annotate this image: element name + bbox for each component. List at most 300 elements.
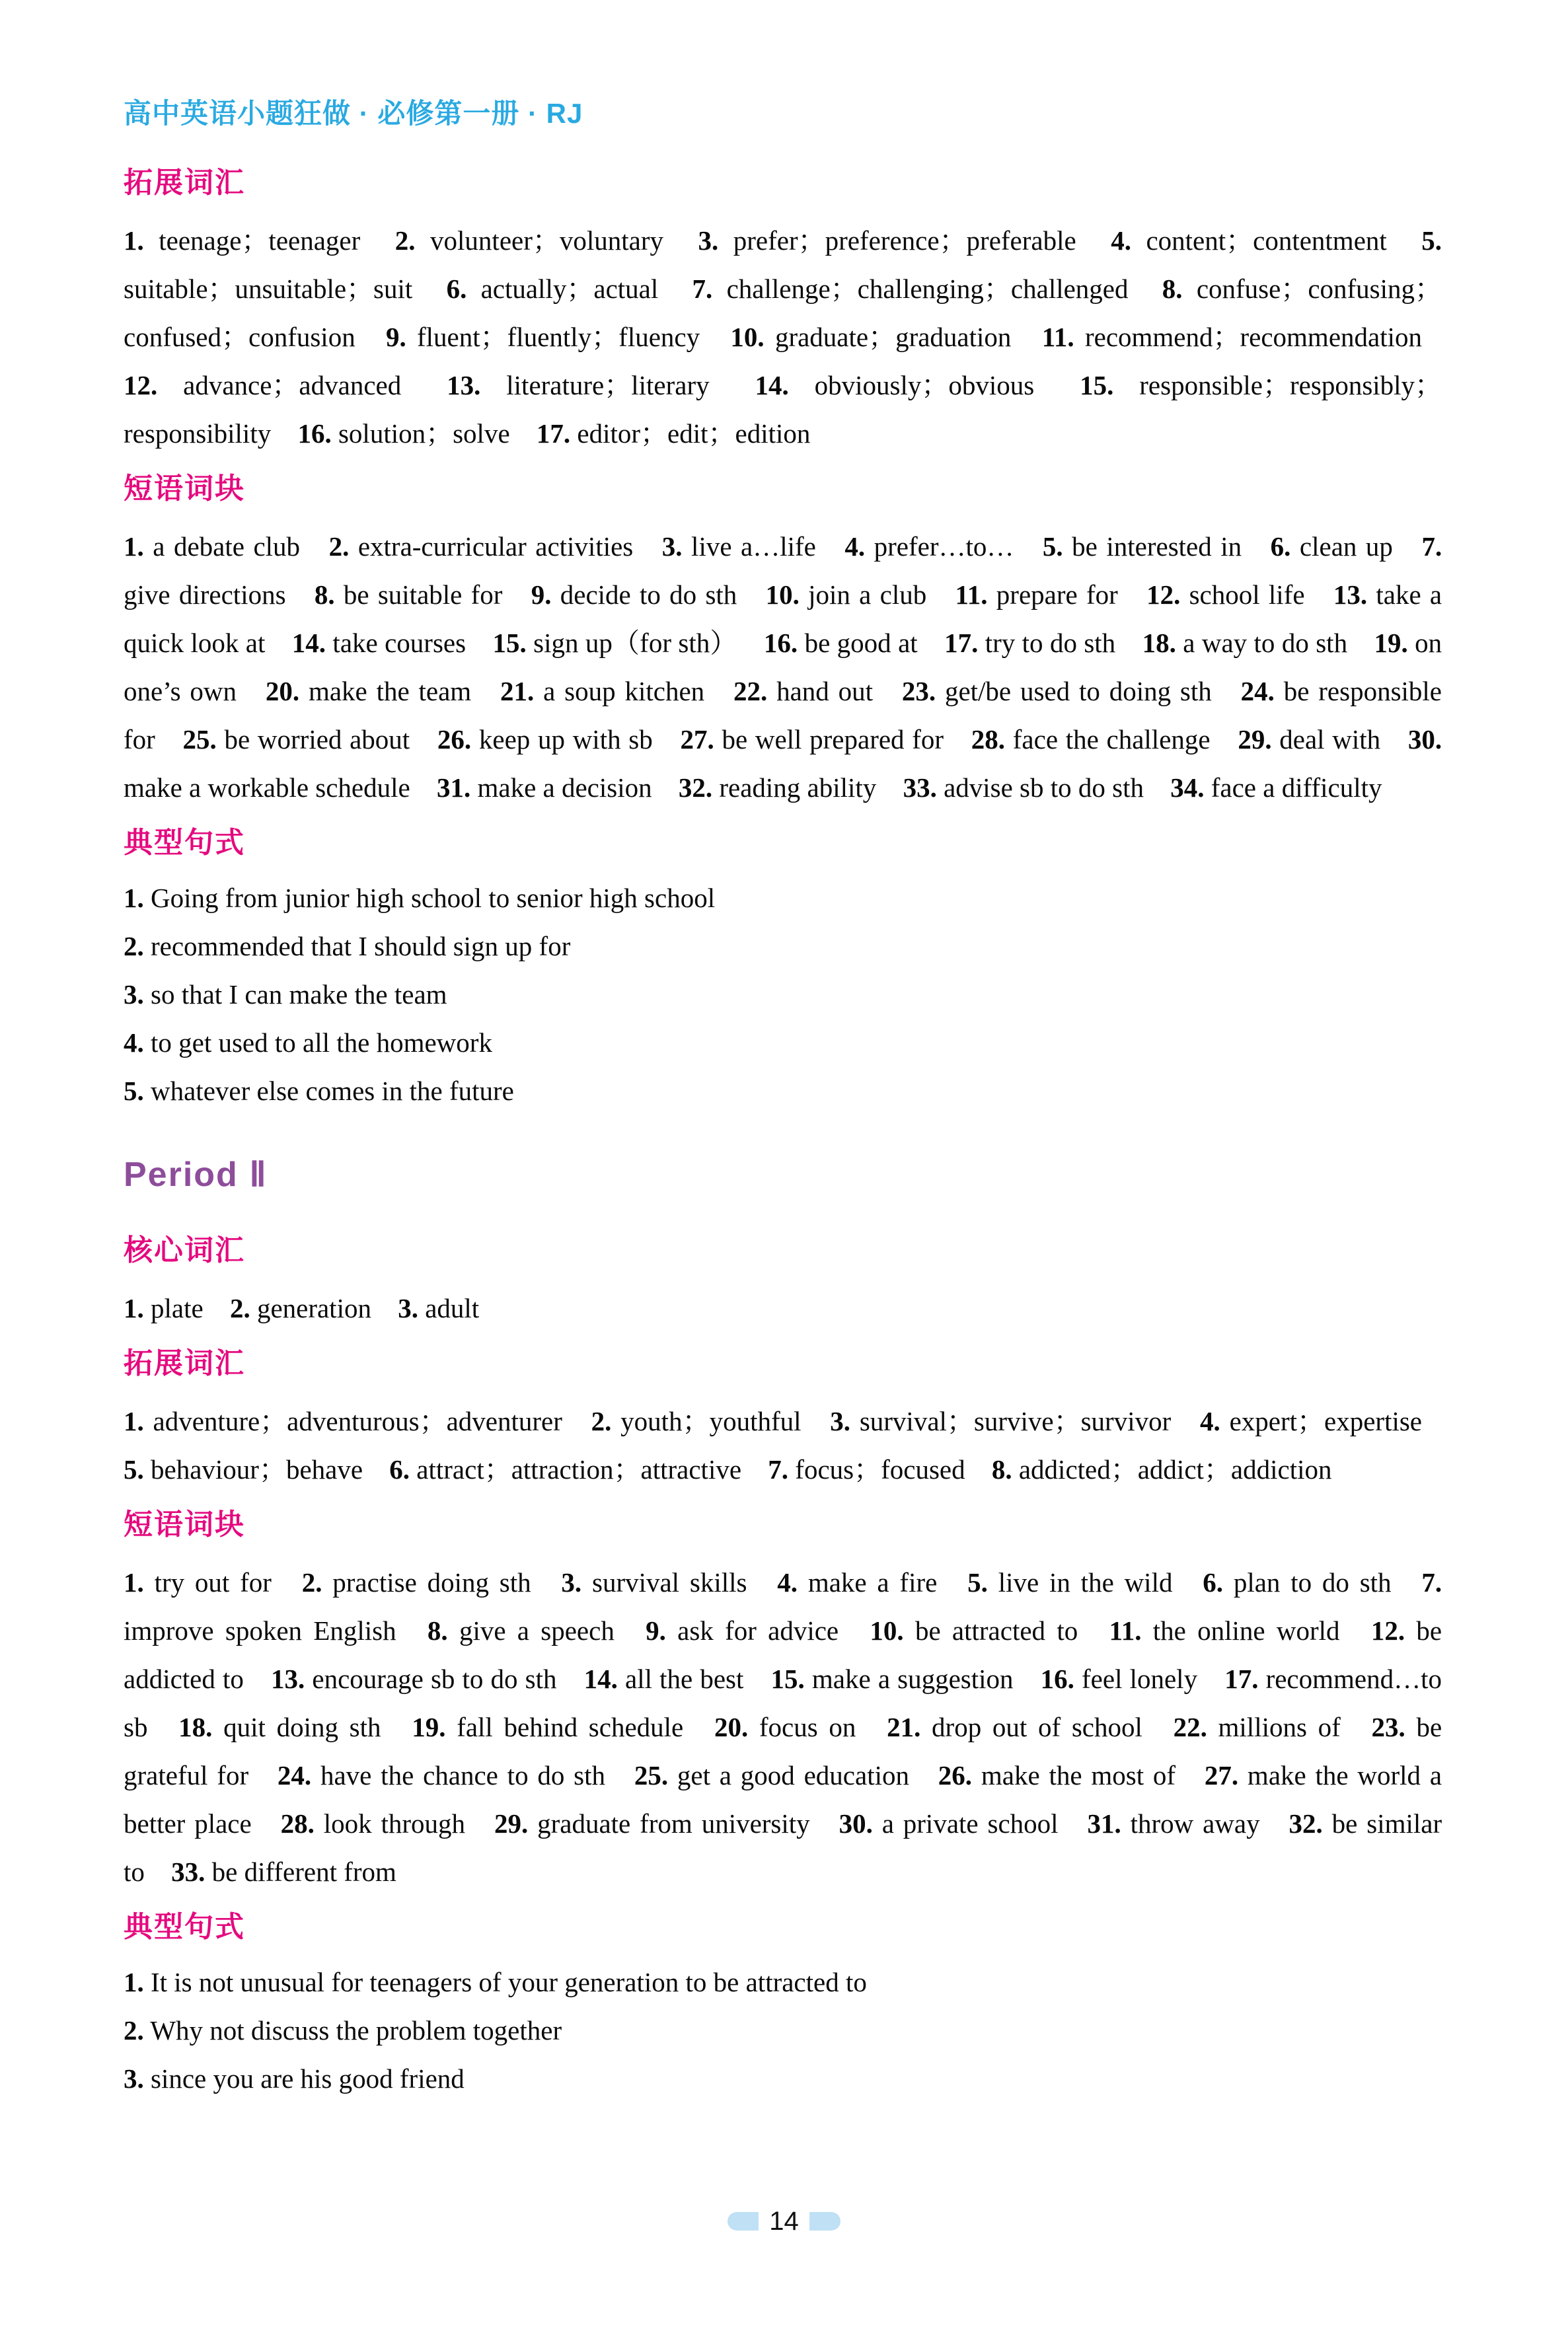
item-text: fluent；fluently；fluency — [417, 322, 700, 352]
item-number: 1. — [124, 531, 144, 562]
phrase-list-1 — [124, 523, 1442, 812]
item-text: since you are his good friend — [151, 2063, 465, 2094]
phrase-item — [870, 1615, 1078, 1646]
phrase-item — [124, 1567, 272, 1598]
item-text: editor；edit；edition — [577, 418, 811, 449]
item-text: be addicted to — [124, 1615, 1442, 1694]
phrase-item — [437, 724, 653, 755]
item-text: adventure；adventurous；adventurer — [153, 1406, 562, 1436]
item-number: 2. — [301, 1567, 322, 1598]
item-text: a way to do sth — [1183, 628, 1348, 658]
phrase-item — [531, 579, 737, 610]
item-number: 2. — [328, 531, 350, 562]
item-text: adult — [425, 1293, 480, 1323]
item-number: 8. — [1162, 274, 1183, 304]
item-number: 2. — [124, 931, 144, 961]
phrase-item — [266, 676, 471, 706]
item-text: be attracted to — [915, 1615, 1078, 1646]
vocab-item — [1111, 225, 1387, 256]
item-text: give directions — [124, 579, 286, 610]
item-text: face the challenge — [1012, 724, 1211, 755]
phrase-item — [271, 1664, 557, 1694]
item-text: survival；survive；survivor — [859, 1406, 1172, 1436]
page-number: 14 — [769, 2207, 799, 2236]
item-number: 29. — [1238, 724, 1272, 755]
item-number: 12. — [124, 370, 158, 400]
item-text: recommend…to sb — [124, 1664, 1442, 1742]
item-text: make a suggestion — [811, 1664, 1014, 1694]
item-text: solution；solve — [338, 418, 510, 449]
item-text: advise sb to do sth — [944, 772, 1144, 803]
item-number: 23. — [1371, 1712, 1405, 1742]
item-number: 14. — [583, 1664, 618, 1694]
item-number: 6. — [446, 274, 467, 304]
item-number: 3. — [124, 2063, 144, 2094]
item-number: 23. — [901, 676, 936, 706]
item-text: advance；advanced — [183, 370, 402, 400]
phrase-item — [1043, 531, 1242, 562]
sentence-item — [124, 2055, 1442, 2103]
item-number: 12. — [1370, 1615, 1405, 1646]
item-text: clean up — [1299, 531, 1393, 562]
item-number: 30. — [839, 1808, 873, 1839]
phrase-item — [903, 772, 1144, 803]
item-number: 4. — [124, 1027, 144, 1058]
item-text: be well prepared for — [722, 724, 944, 755]
phrase-item — [766, 579, 927, 610]
phrase-item — [281, 1808, 465, 1839]
item-text: actually；actual — [480, 274, 659, 304]
item-number: 5. — [967, 1567, 988, 1598]
phrase-item — [971, 724, 1211, 755]
item-text: make the world a better place — [124, 1760, 1442, 1839]
phrase-item — [302, 1567, 531, 1598]
item-text: It is not unusual for teenagers of your generation to be attracted to — [151, 1967, 867, 1997]
item-number: 7. — [768, 1454, 789, 1485]
item-number: 13. — [1333, 579, 1368, 610]
vocab-item — [398, 1293, 479, 1323]
item-number: 17. — [536, 418, 571, 449]
phrase-item — [714, 1712, 856, 1742]
phrase-item — [967, 1567, 1172, 1598]
core-vocab-list — [124, 1284, 1442, 1333]
item-number: 16. — [1040, 1664, 1074, 1694]
item-number: 13. — [447, 370, 481, 400]
item-text: try out for — [154, 1567, 272, 1598]
item-text: hand out — [776, 676, 874, 706]
item-text: obviously；obvious — [814, 370, 1035, 400]
item-text: a soup kitchen — [543, 676, 705, 706]
vocab-item — [447, 274, 659, 304]
vocab-item — [698, 225, 1076, 256]
item-number: 22. — [1173, 1712, 1207, 1742]
item-text: focus；focused — [795, 1454, 965, 1485]
section-heading-expand-vocab-1: 拓展词汇 — [124, 166, 245, 199]
item-number: 15. — [770, 1664, 805, 1694]
item-number: 5. — [124, 1454, 144, 1485]
item-text: behaviour；behave — [151, 1454, 363, 1485]
item-number: 3. — [830, 1406, 851, 1436]
vocab-item — [389, 1454, 741, 1485]
item-text: literature；literary — [506, 370, 710, 400]
item-text: whatever else comes in the future — [151, 1076, 514, 1106]
item-number: 24. — [277, 1760, 312, 1790]
item-number: 7. — [1421, 531, 1442, 562]
section-heading-core-vocab: 核心词汇 — [124, 1234, 245, 1267]
vocab-item — [992, 1454, 1332, 1485]
phrase-item — [494, 1808, 810, 1839]
footer-left-pill-decoration — [728, 2212, 759, 2231]
section-heading-expand-vocab-2: 拓展词汇 — [124, 1347, 245, 1380]
item-number: 5. — [1042, 531, 1063, 562]
item-text: fall behind schedule — [457, 1712, 684, 1742]
item-text: survival skills — [591, 1567, 747, 1598]
phrase-item — [887, 1712, 1142, 1742]
item-number: 18. — [1142, 628, 1176, 658]
vocab-item — [124, 1293, 204, 1323]
phrase-item — [1142, 628, 1347, 658]
expand-vocab-list-2 — [124, 1397, 1442, 1494]
item-number: 22. — [733, 676, 768, 706]
phrase-item — [839, 1808, 1059, 1839]
phrase-item — [1174, 1712, 1341, 1742]
vocab-item — [447, 370, 709, 400]
vocab-item — [230, 1293, 371, 1323]
item-text: be good at — [804, 628, 918, 658]
item-number: 16. — [763, 628, 798, 658]
phrase-item — [178, 1712, 381, 1742]
item-number: 2. — [229, 1293, 250, 1323]
vocab-item — [297, 418, 509, 449]
item-text: keep up with sb — [478, 724, 653, 755]
vocab-item — [830, 1406, 1171, 1436]
item-number: 6. — [1203, 1567, 1224, 1598]
phrase-item — [1238, 724, 1380, 755]
sentence-item — [124, 1067, 1442, 1115]
item-number: 10. — [765, 579, 800, 610]
item-text: attract；attraction；attractive — [416, 1454, 742, 1485]
item-number: 4. — [777, 1567, 798, 1598]
item-number: 16. — [297, 418, 332, 449]
sentence-item — [124, 922, 1442, 971]
book-header-title: 高中英语小题狂做 · 必修第一册 · RJ — [124, 98, 583, 129]
phrase-item — [844, 531, 1014, 562]
item-text: get a good education — [677, 1760, 909, 1790]
item-text: throw away — [1130, 1808, 1260, 1839]
item-number: 6. — [389, 1454, 410, 1485]
item-text: responsible；responsibly；responsibility — [124, 370, 1442, 449]
item-number: 19. — [1374, 628, 1408, 658]
item-number: 1. — [124, 1406, 144, 1436]
item-text: make the most of — [981, 1760, 1176, 1790]
phrase-item — [561, 1567, 747, 1598]
sentence-item — [124, 971, 1442, 1019]
item-number: 26. — [938, 1760, 973, 1790]
item-number: 4. — [1111, 225, 1131, 256]
item-number: 1. — [124, 1293, 144, 1323]
item-number: 26. — [437, 724, 472, 755]
item-text: millions of — [1218, 1712, 1341, 1742]
item-text: take a quick look at — [124, 579, 1442, 658]
item-number: 17. — [1224, 1664, 1259, 1694]
phrase-item — [428, 1615, 615, 1646]
item-text: look through — [323, 1808, 466, 1839]
vocab-item — [124, 225, 360, 256]
item-number: 2. — [394, 225, 416, 256]
phrase-list-2 — [124, 1559, 1442, 1896]
item-number: 3. — [398, 1293, 418, 1323]
phrase-item — [646, 1615, 839, 1646]
item-number: 24. — [1240, 676, 1275, 706]
item-number: 14. — [755, 370, 789, 400]
sentence-item — [124, 1019, 1442, 1067]
item-text: a debate club — [153, 531, 301, 562]
item-number: 25. — [182, 724, 217, 755]
item-text: on one’s own — [124, 628, 1442, 706]
item-text: ask for advice — [677, 1615, 839, 1646]
item-number: 20. — [714, 1712, 749, 1742]
item-number: 21. — [887, 1712, 921, 1742]
phrase-item — [278, 1760, 605, 1790]
item-number: 29. — [494, 1808, 529, 1839]
section-heading-phrases-2: 短语词块 — [124, 1508, 245, 1541]
section-heading-sentences-2: 典型句式 — [124, 1911, 245, 1943]
vocab-item — [1200, 1406, 1422, 1436]
item-text: sign up（for sth） — [533, 628, 737, 658]
item-text: prepare for — [996, 579, 1118, 610]
phrase-item — [1087, 1808, 1259, 1839]
item-text: be interested in — [1072, 531, 1242, 562]
item-number: 10. — [870, 1615, 904, 1646]
item-text: encourage sb to do sth — [312, 1664, 557, 1694]
item-number: 15. — [492, 628, 527, 658]
item-text: generation — [256, 1293, 371, 1323]
phrase-item — [955, 579, 1118, 610]
item-number: 14. — [291, 628, 326, 658]
phrase-item — [777, 1567, 937, 1598]
item-text: Going from junior high school to senior high school — [151, 883, 716, 913]
item-text: be worried about — [224, 724, 410, 755]
item-number: 31. — [436, 772, 471, 803]
phrase-item — [1146, 579, 1304, 610]
item-number: 1. — [124, 1567, 144, 1598]
item-text: recommended that I should sign up for — [151, 931, 571, 961]
item-number: 28. — [280, 1808, 315, 1839]
item-number: 8. — [991, 1454, 1012, 1485]
item-number: 8. — [427, 1615, 448, 1646]
item-number: 3. — [124, 979, 144, 1010]
item-text: be grateful for — [124, 1712, 1442, 1790]
vocab-item — [692, 274, 1129, 304]
item-number: 25. — [634, 1760, 669, 1790]
item-text: make the team — [308, 676, 472, 706]
phrase-item — [679, 772, 876, 803]
item-text: the online world — [1152, 1615, 1340, 1646]
item-text: a private school — [881, 1808, 1059, 1839]
item-text: suitable；unsuitable；suit — [124, 274, 413, 304]
item-number: 17. — [944, 628, 979, 658]
item-text: live a…life — [691, 531, 816, 562]
item-text: drop out of school — [932, 1712, 1142, 1742]
vocab-item — [768, 1454, 965, 1485]
item-number: 27. — [1204, 1760, 1239, 1790]
item-number: 3. — [561, 1567, 582, 1598]
phrase-item — [1041, 1664, 1197, 1694]
item-number: 3. — [698, 225, 719, 256]
item-text: practise doing sth — [332, 1567, 531, 1598]
vocab-item — [395, 225, 663, 256]
sentence-list-2 — [124, 1958, 1442, 2103]
phrase-item — [437, 772, 652, 803]
item-number: 7. — [1421, 1567, 1442, 1598]
item-text: addicted；addict；addiction — [1018, 1454, 1332, 1485]
section-heading-sentences-1: 典型句式 — [124, 827, 245, 859]
item-text: volunteer；voluntary — [430, 225, 663, 256]
item-text: graduate；graduation — [774, 322, 1012, 352]
item-text: try to do sth — [985, 628, 1116, 658]
item-text: reading ability — [719, 772, 877, 803]
item-text: face a difficulty — [1211, 772, 1382, 803]
item-text: be responsible for — [124, 676, 1442, 755]
item-number: 10. — [730, 322, 765, 352]
phrase-item — [315, 579, 503, 610]
footer-right-pill-decoration — [809, 2212, 840, 2231]
item-text: get/be used to doing sth — [944, 676, 1212, 706]
phrase-item — [492, 628, 737, 658]
item-number: 2. — [591, 1406, 612, 1436]
vocab-item — [730, 322, 1011, 352]
expand-vocab-list-1 — [124, 217, 1442, 458]
item-number: 1. — [124, 1967, 144, 1997]
item-text: focus on — [759, 1712, 856, 1742]
phrase-item — [771, 1664, 1014, 1694]
item-number: 9. — [385, 322, 406, 352]
item-number: 5. — [124, 1076, 144, 1106]
item-text: so that I can make the team — [151, 979, 447, 1010]
item-number: 31. — [1087, 1808, 1121, 1839]
item-number: 32. — [678, 772, 713, 803]
phrase-item — [124, 531, 300, 562]
phrase-item — [733, 676, 873, 706]
phrase-item — [944, 628, 1115, 658]
item-number: 6. — [1270, 531, 1291, 562]
item-text: join a club — [808, 579, 927, 610]
item-number: 19. — [412, 1712, 446, 1742]
item-text: extra-curricular activities — [357, 531, 634, 562]
sentence-list-1 — [124, 874, 1442, 1115]
item-text: to get used to all the homework — [151, 1027, 492, 1058]
item-number: 32. — [1288, 1808, 1323, 1839]
phrase-item — [292, 628, 466, 658]
item-number: 11. — [1109, 1615, 1142, 1646]
item-text: quit doing sth — [223, 1712, 381, 1742]
item-text: recommend；recommendation — [1084, 322, 1423, 352]
vocab-item — [124, 1454, 363, 1485]
item-number: 7. — [692, 274, 713, 304]
phrase-item — [412, 1712, 683, 1742]
item-text: make a fire — [807, 1567, 938, 1598]
item-number: 9. — [646, 1615, 666, 1646]
item-text: school life — [1189, 579, 1305, 610]
item-number: 30. — [1407, 724, 1442, 755]
item-number: 20. — [265, 676, 300, 706]
sentence-item — [124, 2007, 1442, 2055]
item-number: 5. — [1421, 225, 1442, 256]
vocab-item — [537, 418, 810, 449]
phrase-item — [662, 531, 816, 562]
sentence-item — [124, 1958, 1442, 2007]
phrase-item — [1203, 1567, 1391, 1598]
vocab-item — [755, 370, 1035, 400]
phrase-item — [938, 1760, 1176, 1790]
item-number: 4. — [1200, 1406, 1220, 1436]
item-number: 2. — [124, 2015, 144, 2046]
item-number: 28. — [971, 724, 1006, 755]
item-text: all the best — [625, 1664, 744, 1694]
item-text: give a speech — [459, 1615, 615, 1646]
item-number: 1. — [124, 883, 144, 913]
item-number: 11. — [955, 579, 988, 610]
vocab-item — [1042, 322, 1422, 352]
vocab-item — [124, 1406, 562, 1436]
item-text: feel lonely — [1082, 1664, 1198, 1694]
item-text: plate — [151, 1293, 204, 1323]
item-text: challenge；challenging；challenged — [726, 274, 1129, 304]
sentence-item — [124, 874, 1442, 922]
phrase-item — [584, 1664, 744, 1694]
item-text: plan to do sth — [1233, 1567, 1392, 1598]
phrase-item — [171, 1857, 396, 1887]
item-text: Why not discuss the problem together — [150, 2015, 562, 2046]
item-text: be similar to — [124, 1808, 1442, 1887]
item-text: teenage；teenager — [159, 225, 361, 256]
item-text: decide to do sth — [560, 579, 737, 610]
phrase-item — [183, 724, 410, 755]
vocab-item — [386, 322, 700, 352]
page-footer — [0, 2207, 1568, 2236]
item-text: improve spoken English — [124, 1615, 396, 1646]
vocab-item — [124, 370, 401, 400]
item-text: content；contentment — [1146, 225, 1387, 256]
item-number: 12. — [1146, 579, 1181, 610]
item-number: 21. — [500, 676, 535, 706]
item-number: 4. — [844, 531, 866, 562]
item-text: deal with — [1279, 724, 1381, 755]
phrase-item — [1271, 531, 1393, 562]
item-number: 8. — [314, 579, 335, 610]
item-number: 27. — [680, 724, 714, 755]
item-number: 34. — [1170, 772, 1205, 803]
item-number: 11. — [1041, 322, 1074, 352]
item-number: 3. — [661, 531, 683, 562]
item-text: expert；expertise — [1229, 1406, 1423, 1436]
item-number: 18. — [178, 1712, 213, 1742]
item-number: 1. — [124, 225, 144, 256]
phrase-item — [680, 724, 944, 755]
item-number: 33. — [903, 772, 937, 803]
item-text: take courses — [332, 628, 467, 658]
item-text: prefer…to… — [874, 531, 1014, 562]
vocab-item — [591, 1406, 802, 1436]
item-text: confuse；confusing；confused；confusion — [124, 274, 1442, 352]
phrase-item — [1170, 772, 1382, 803]
phrase-item — [500, 676, 704, 706]
item-number: 15. — [1080, 370, 1114, 400]
item-text: be different from — [211, 1857, 396, 1887]
item-text: youth；youthful — [620, 1406, 802, 1436]
item-text: prefer；preference；preferable — [733, 225, 1076, 256]
phrase-item — [1109, 1615, 1340, 1646]
